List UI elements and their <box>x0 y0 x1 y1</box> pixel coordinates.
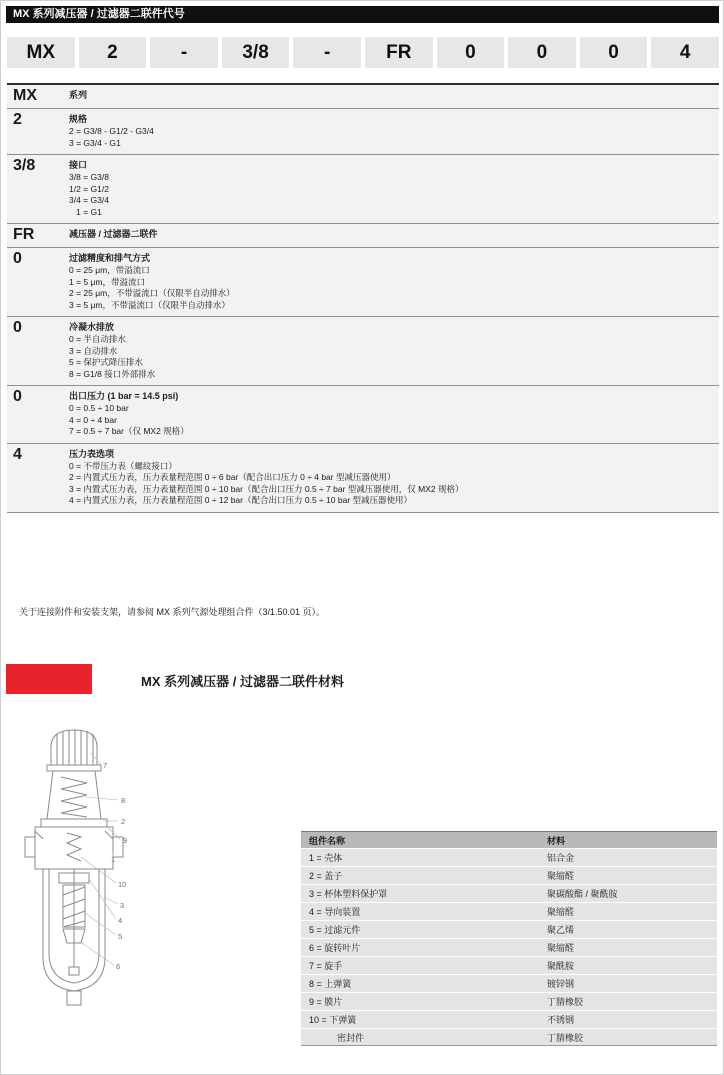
table-row <box>301 885 717 902</box>
legend-body <box>69 224 719 247</box>
component-cell: 4 = 导向装置 <box>309 907 361 917</box>
legend-line: 3 = 5 μm，不带溢流口（仅限半自动排水） <box>69 299 230 310</box>
legend-row-gauge <box>7 444 719 513</box>
legend-line: 3/8 = G3/8 <box>69 172 109 182</box>
legend-body <box>69 248 719 316</box>
material-cell: 聚缩醛 <box>547 907 575 917</box>
callout-label: 6 <box>116 962 121 971</box>
table-row <box>301 975 717 992</box>
legend-body <box>69 155 719 223</box>
material-cell: 聚缩醛 <box>547 871 575 881</box>
code-cell-type: FR <box>365 37 433 68</box>
legend-title: 接口 <box>69 160 88 170</box>
legend-line: 3/4 = G3/4 <box>69 195 109 205</box>
regulator-cross-section-drawing <box>11 721 156 1021</box>
material-cell: 丁腈橡胶 <box>547 1032 584 1043</box>
component-cell: 密封件 <box>337 1032 365 1043</box>
legend-body <box>69 317 719 385</box>
component-cell: 1 = 壳体 <box>309 853 343 863</box>
legend-code: MX <box>13 87 37 104</box>
material-cell: 镀锌钢 <box>547 979 575 989</box>
callout-label: 2 <box>121 817 126 826</box>
legend-line: 2 = G3/8 - G1/2 - G3/4 <box>69 126 154 136</box>
legend-line: 4 = 内置式压力表，压力表量程范围 0 ÷ 12 bar（配合出口压力 0.5 ÷ 10 bar 型减压器使用） <box>69 495 413 505</box>
legend-code: 0 <box>13 319 22 336</box>
legend-line: 3 = 自动排水 <box>69 345 118 356</box>
legend-row-pressure <box>7 386 719 444</box>
table-row <box>301 939 717 956</box>
legend-code: 3/8 <box>13 157 36 174</box>
legend-title: 出口压力 (1 bar = 14.5 psi) <box>69 391 179 401</box>
code-cell-series: MX <box>7 37 75 68</box>
legend-line: 0 = 不带压力表（螺纹接口） <box>69 460 177 471</box>
code-cell-pressure: 0 <box>580 37 648 68</box>
legend-body <box>69 444 719 512</box>
table-row <box>301 957 717 974</box>
component-cell: 6 = 旋转叶片 <box>309 943 361 953</box>
component-cell: 3 = 杯体塑料保护罩 <box>309 889 388 899</box>
legend-body <box>69 85 719 108</box>
legend-line: 8 = G1/8 接口外部排水 <box>69 368 156 379</box>
legend-line: 5 = 保护式降压排水 <box>69 357 143 367</box>
legend-code: 2 <box>13 111 22 128</box>
code-legend-table <box>7 83 719 513</box>
code-cell-port: 3/8 <box>222 37 290 68</box>
code-cell-gauge: 4 <box>651 37 719 68</box>
code-cell-dash: - <box>293 37 361 68</box>
column-header-material: 材料 <box>547 835 566 846</box>
legend-line: 3 = 内置式压力表，压力表量程范围 0 ÷ 10 bar（配合出口压力 0.5 ÷ 7 bar 型减压器使用，仅 MX2 规格） <box>69 483 464 494</box>
legend-row-series <box>7 85 719 109</box>
legend-code: 0 <box>13 250 22 267</box>
legend-row-size <box>7 109 719 155</box>
legend-line: 2 = 25 μm，不带溢流口（仅限半自动排水） <box>69 288 235 298</box>
code-cell-dash: - <box>150 37 218 68</box>
code-cell-filtration: 0 <box>437 37 505 68</box>
accessories-note: 关于连接附件和安装支架，请参阅 MX 系列气源处理组合件（3/1.50.01 页）。 <box>19 607 326 617</box>
legend-line: 0 = 0.5 ÷ 10 bar <box>69 403 129 413</box>
component-cell: 5 = 过滤元件 <box>309 925 361 935</box>
legend-row-drain <box>7 317 719 386</box>
legend-line: 7 = 0.5 ÷ 7 bar（仅 MX2 规格） <box>69 426 189 436</box>
callout-label: 3 <box>120 901 125 910</box>
table-row <box>301 1029 717 1046</box>
callout-labels <box>103 761 127 971</box>
legend-row-filtration <box>7 248 719 317</box>
legend-code: FR <box>13 226 35 243</box>
legend-line: 3 = G3/4 - G1 <box>69 137 121 148</box>
material-cell: 丁腈橡胶 <box>547 997 584 1007</box>
callout-label: 4 <box>118 916 123 925</box>
material-cell: 聚酰胺 <box>547 961 575 971</box>
legend-body <box>69 109 719 154</box>
materials-table-header <box>301 831 717 848</box>
red-accent-block <box>6 664 92 694</box>
legend-line: 0 = 25 μm，带溢流口 <box>69 265 150 275</box>
legend-title: 规格 <box>69 114 88 124</box>
callout-label: 5 <box>118 932 123 941</box>
table-row <box>301 921 717 938</box>
material-cell: 聚碳酸酯 / 聚酰胺 <box>547 889 618 899</box>
page-title: MX 系列减压器 / 过滤器二联件代号 <box>6 6 719 23</box>
legend-row-type <box>7 224 719 248</box>
materials-section-title: MX 系列减压器 / 过滤器二联件材料 <box>141 674 344 689</box>
knob <box>47 730 101 771</box>
legend-row-port <box>7 155 719 224</box>
body <box>25 827 123 869</box>
legend-title: 过滤精度和排气方式 <box>69 253 151 263</box>
legend-line: 1 = 5 μm，带溢流口 <box>69 276 145 287</box>
table-row <box>301 867 717 884</box>
component-cell: 9 = 膜片 <box>309 997 343 1007</box>
callout-label: 7 <box>103 761 108 770</box>
upper-spring <box>47 771 101 819</box>
component-cell: 7 = 旋手 <box>309 961 343 971</box>
material-cell: 铝合金 <box>547 853 575 863</box>
code-cell-drain: 0 <box>508 37 576 68</box>
legend-title: 冷凝水排放 <box>69 322 115 332</box>
legend-line: 1/2 = G1/2 <box>69 183 109 194</box>
legend-title: 压力表选项 <box>69 448 115 459</box>
order-code-row <box>7 37 719 68</box>
legend-line: 1 = G1 <box>69 206 102 217</box>
drawing-outline <box>25 730 126 1005</box>
legend-code: 0 <box>13 388 22 405</box>
table-row <box>301 849 717 866</box>
cover <box>41 819 107 827</box>
legend-title: 系列 <box>69 90 88 100</box>
legend-code: 4 <box>13 445 22 463</box>
component-cell: 2 = 盖子 <box>309 871 343 881</box>
material-cell: 聚缩醛 <box>547 943 575 953</box>
legend-line: 2 = 内置式压力表，压力表量程范围 0 ÷ 6 bar（配合出口压力 0 ÷ 4 bar 型减压器使用） <box>69 472 396 482</box>
legend-line: 0 = 半自动排水 <box>69 334 126 344</box>
component-cell: 10 = 下弹簧 <box>309 1015 357 1025</box>
callout-label: 8 <box>121 796 126 805</box>
callout-label: 9 <box>123 836 128 845</box>
callout-label: 10 <box>118 880 127 889</box>
legend-body <box>69 386 719 443</box>
column-header-component: 组件名称 <box>309 835 346 846</box>
table-row <box>301 993 717 1010</box>
lower-spring <box>67 833 81 861</box>
callout-label: 1 <box>111 855 116 864</box>
materials-table <box>301 831 717 1047</box>
table-row <box>301 1011 717 1028</box>
table-row <box>301 903 717 920</box>
component-cell: 8 = 上弹簧 <box>309 979 352 989</box>
legend-line: 4 = 0 ÷ 4 bar <box>69 414 117 425</box>
code-cell-size: 2 <box>79 37 147 68</box>
material-cell: 聚乙烯 <box>547 925 575 935</box>
material-cell: 不锈钢 <box>547 1015 575 1025</box>
legend-title: 减压器 / 过滤器二联件 <box>69 229 158 239</box>
